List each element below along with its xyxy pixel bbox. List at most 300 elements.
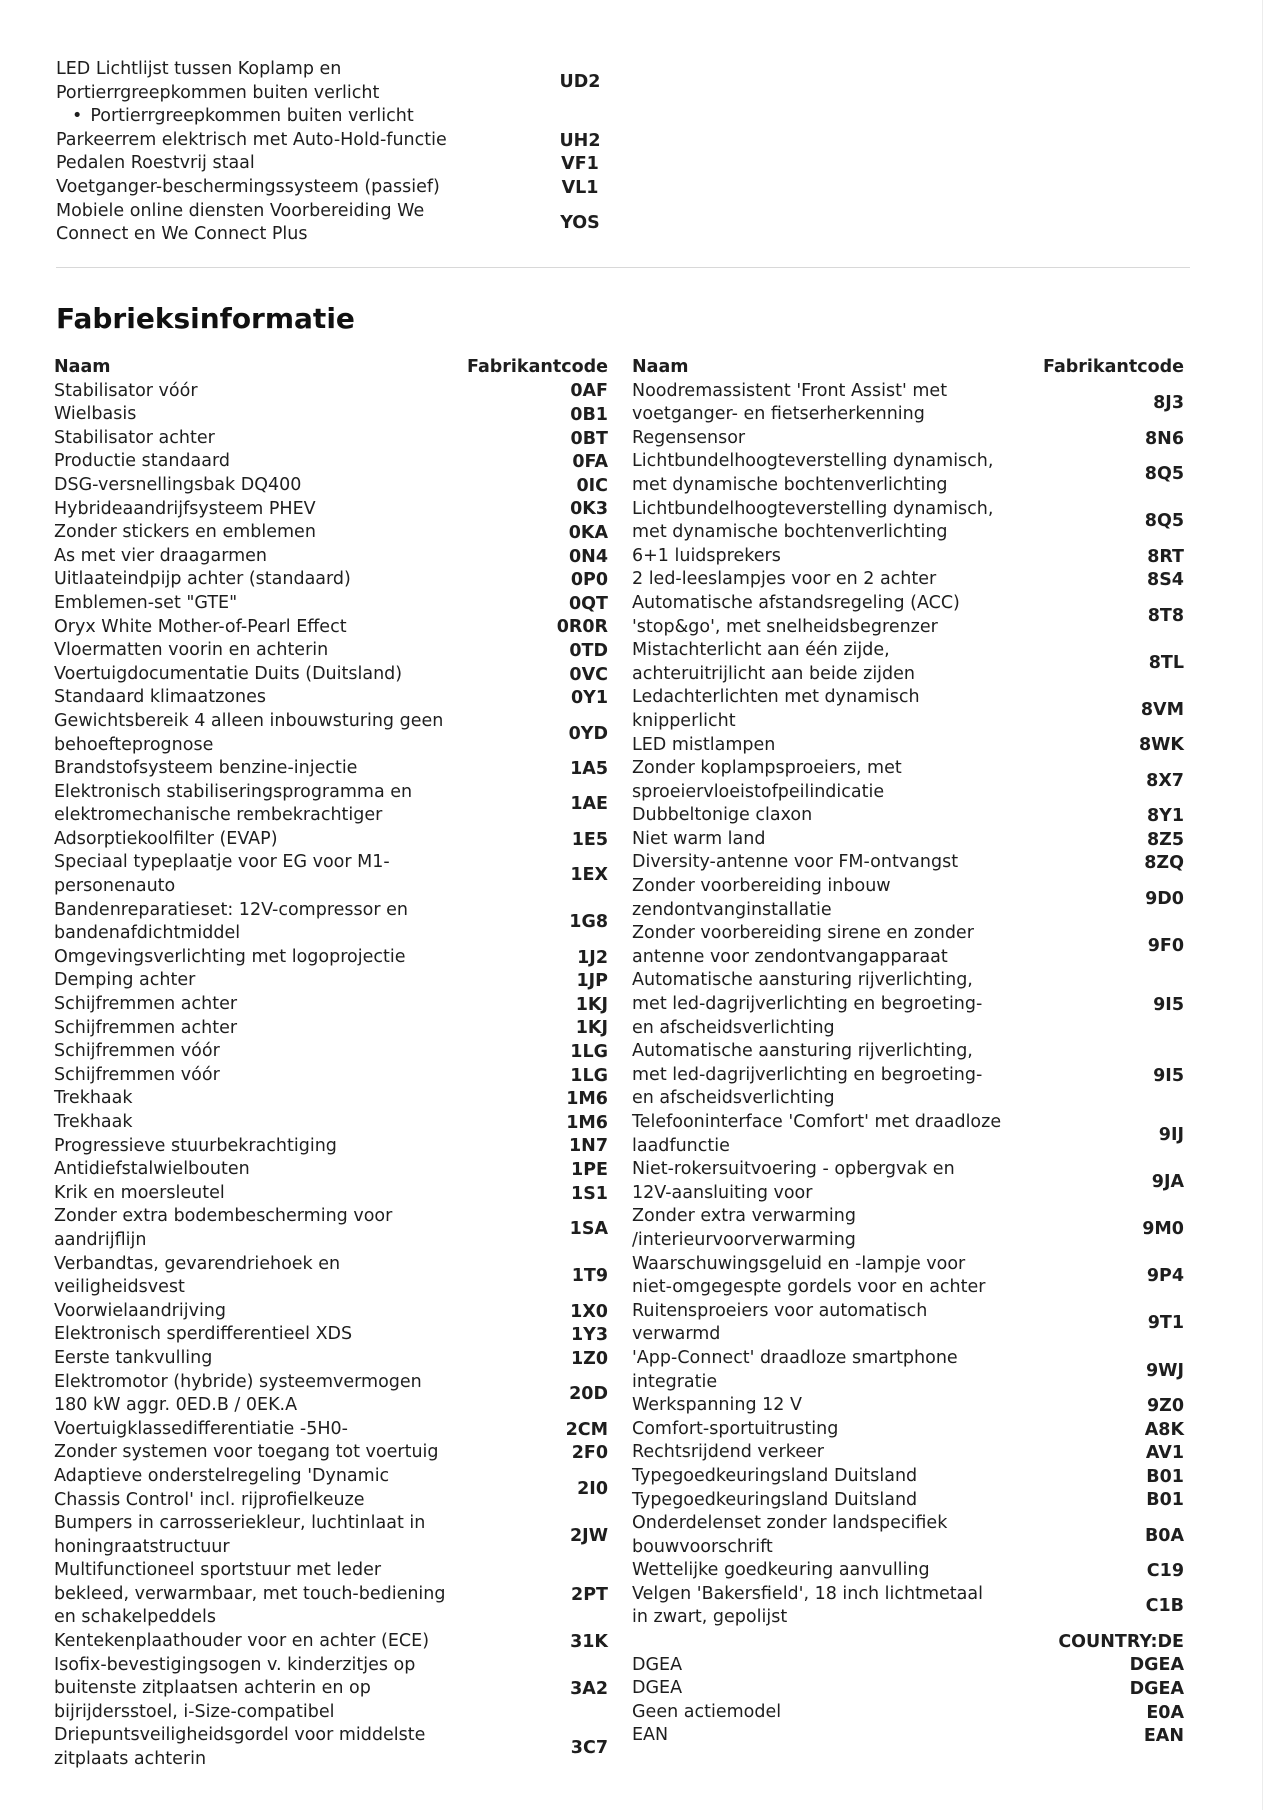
item-name-line: Voetganger-beschermingssysteem (passief) [56,176,440,197]
item-name-line: Progressieve stuurbekrachtiging [54,1135,337,1156]
item-name-line: Schijfremmen achter [54,994,238,1015]
table-row [54,450,608,474]
item-name-line: Parkeerrem elektrisch met Auto-Hold-functie [56,129,447,150]
item-name-line: Regensensor [632,427,746,448]
item-name-line: Eerste tankvulling [54,1347,213,1368]
item-name [54,1465,448,1512]
table-row [632,1205,1184,1252]
item-name-line: en afscheidsverlichting [632,1017,835,1038]
item-name-line: LED mistlampen [632,734,776,755]
item-name-line: Oryx White Mother-of-Pearl Effect [54,616,347,637]
item-name-line: achteruitrijlicht aan beide zijden [632,663,916,684]
item-name-line: met led-dagrijverlichting en begroeting- [632,1064,983,1085]
item-name-line: Ledachterlichten met dynamisch [632,687,920,708]
table-row [632,686,1184,733]
item-name [54,899,448,946]
item-name-line: LED Lichtlijst tussen Koplamp en [56,59,342,79]
table-row [54,1724,608,1771]
item-code: 20D [569,1384,608,1405]
table-row [632,1253,1184,1300]
item-name-line: Schijfremmen achter [54,1017,238,1038]
item-name-line: bandenafdichtmiddel [54,923,241,944]
item-code: 1M6 [566,1112,608,1133]
item-code: 9IJ [1158,1124,1184,1145]
item-code: 0Y1 [570,688,608,709]
table-row [632,1441,1184,1465]
item-name-line: buitenste zitplaatsen achterin en op [54,1678,371,1699]
table-column-left [54,356,608,1772]
header-code: Fabrikantcode [1043,357,1184,377]
item-name-line: integratie [632,1371,718,1392]
item-name-line: verwarmd [632,1324,721,1345]
item-name-line: Wettelijke goedkeuring aanvulling [632,1560,930,1581]
item-code: 9P4 [1146,1266,1184,1287]
item-name [54,427,448,451]
item-name [54,521,448,545]
table-row [632,1630,1184,1654]
table-row [54,1253,608,1300]
item-name-line: laadfunctie [632,1135,730,1156]
item-name [54,851,448,898]
table-row [632,568,1184,592]
item-code: COUNTRY:DE [1058,1631,1184,1652]
table-row [632,545,1184,569]
item-code: 8N6 [1145,428,1184,449]
table-rows-right [632,380,1184,1748]
item-name [632,1677,1044,1701]
table-row [632,1654,1184,1678]
item-name-line: Niet-rokersuitvoering - opbergvak en [632,1159,955,1180]
table-row [632,1111,1184,1158]
table-row [632,828,1184,852]
item-name-line: personenauto [54,876,176,897]
item-code: 2I0 [577,1478,608,1499]
item-name [56,200,544,247]
item-name [54,1630,448,1654]
section-heading: Fabrieksinformatie [56,302,355,335]
item-code: 1A5 [570,758,608,779]
table-row [632,1158,1184,1205]
table-row [54,686,608,710]
item-code: 3C7 [570,1738,608,1759]
table-row [56,105,616,129]
item-name [54,1135,448,1159]
item-code: 8T8 [1147,605,1184,626]
table-row [632,498,1184,545]
item-code: 0BT [570,428,608,449]
item-code: 1KJ [575,1018,608,1039]
table-row [54,1040,608,1064]
item-code: UH2 [559,130,601,151]
item-name-line: Vloermatten voorin en achterin [54,640,329,661]
table-row [632,734,1184,758]
item-name [632,427,1044,451]
item-name-line: Waarschuwingsgeluid en -lampje voor [632,1253,966,1274]
section-divider [56,267,1190,268]
item-name-line: 2 led-leeslampjes voor en 2 achter [632,569,937,590]
item-name [54,1300,448,1324]
item-name-line: Typegoedkeuringsland Duitsland [632,1489,918,1510]
item-name [54,1182,448,1206]
item-code: 0VC [569,664,608,685]
item-name [54,1158,448,1182]
table-header [632,356,1184,380]
table-row [632,1677,1184,1701]
table-row [54,1205,608,1252]
item-code: 8VM [1140,699,1184,720]
item-name [632,1441,1044,1465]
item-name-line: Stabilisator achter [54,427,215,448]
item-name-line: Pedalen Roestvrij staal [56,153,255,174]
item-name-line: Ruitensproeiers voor automatisch [632,1300,928,1321]
table-row [54,1465,608,1512]
item-name [54,1040,448,1064]
table-row [54,969,608,993]
table-row [56,58,616,105]
table-row [632,1465,1184,1489]
item-code: 1J2 [577,947,608,968]
item-name [56,129,544,153]
item-code: 0YD [568,723,608,744]
table-row [54,545,608,569]
item-name [632,1418,1044,1442]
item-name-line: Isofix-bevestigingsogen v. kinderzitjes op [54,1654,416,1675]
table-row [54,498,608,522]
item-name [632,804,1044,828]
item-name-line: Telefooninterface 'Comfort' met draadloze [632,1112,1002,1132]
item-name [632,1394,1044,1418]
item-code: VF1 [561,154,599,175]
table-row [632,1489,1184,1513]
item-name-line: Onderdelenset zonder landspecifiek [632,1513,948,1534]
item-name [54,1441,448,1465]
table-row [632,639,1184,686]
item-code: 1KJ [575,994,608,1015]
item-name-line: Schijfremmen vóór [54,1064,220,1085]
item-name-line: Hybrideaandrijfsysteem PHEV [54,498,316,519]
item-code: 9WJ [1146,1360,1184,1381]
item-name [632,1512,1044,1559]
item-code: 8Z5 [1146,829,1184,850]
item-name-line: met dynamische bochtenverlichting [632,522,948,543]
table-row [632,450,1184,497]
table-row [632,969,1184,1040]
table-row [632,1394,1184,1418]
item-code: 9T1 [1147,1313,1184,1334]
item-name-line: Rechtsrijdend verkeer [632,1442,824,1463]
table-row [54,1158,608,1182]
header-name: Naam [54,357,111,377]
item-code: 9I5 [1153,994,1184,1015]
item-name [632,450,1044,497]
item-name [54,1559,448,1630]
item-code: 2JW [570,1525,608,1546]
item-name-line: aandrijflijn [54,1229,147,1250]
item-name-line: Kentekenplaathouder voor en achter (ECE) [54,1631,430,1652]
item-code: 8J3 [1153,393,1184,414]
item-name-line: Voorwielaandrijving [54,1300,227,1321]
item-name [54,1205,448,1252]
item-name [632,498,1044,545]
item-name [54,450,448,474]
item-name-line: Zonder stickers en emblemen [54,522,316,543]
item-name-line: 12V-aansluiting voor [632,1182,813,1203]
item-code: 0N4 [569,546,608,567]
item-code: 0IC [576,475,608,496]
item-name [54,946,448,970]
item-name-line: zitplaats achterin [54,1749,207,1770]
item-name-line: Chassis Control' incl. rijprofielkeuze [54,1489,365,1510]
item-name-line: Portierrgreepkommen buiten verlicht [56,82,380,103]
item-name [54,498,448,522]
item-name-line: Trekhaak [54,1112,133,1132]
item-name [632,1253,1044,1300]
item-code: 1PE [571,1159,608,1180]
table-row [54,1654,608,1725]
item-name-line: As met vier draagarmen [54,545,268,566]
table-row [54,1300,608,1324]
item-name [632,1205,1044,1252]
table-row [54,946,608,970]
item-name-line: Schijfremmen vóór [54,1041,220,1062]
item-name-line: Zonder systemen voor toegang tot voertuig [54,1442,439,1463]
item-name [54,380,448,404]
item-name-line: Productie standaard [54,451,230,472]
table-row [54,1135,608,1159]
item-name-line: Speciaal typeplaatje voor EG voor M1- [54,852,390,873]
header-code: Fabrikantcode [467,357,608,377]
item-name-line: Zonder koplampsproeiers, met [632,758,902,779]
item-name-line: Zonder extra bodembescherming voor [54,1206,393,1227]
item-name [56,58,544,105]
table-row [54,1017,608,1041]
item-name [54,1111,448,1135]
item-name-line: honingraatstructuur [54,1536,230,1557]
item-name [54,1371,448,1418]
table-row [632,757,1184,804]
item-name [54,1418,448,1442]
item-code: 2PT [571,1584,608,1605]
item-code: 9Z0 [1146,1395,1184,1416]
table-row [632,1512,1184,1559]
item-name-line: Automatische aansturing rijverlichting, [632,1041,973,1062]
item-name [632,1465,1044,1489]
item-code: 1X0 [570,1301,608,1322]
item-code: 1N7 [569,1136,608,1157]
item-code: AV1 [1145,1443,1184,1464]
table-row [632,1583,1184,1630]
header-name: Naam [632,357,689,377]
item-name-line: Bumpers in carrosseriekleur, luchtinlaat in [54,1513,426,1534]
item-name-line: Elektromotor (hybride) systeemvermogen [54,1371,422,1392]
table-row [54,592,608,616]
item-code: B0A [1144,1525,1184,1546]
item-name [54,1347,448,1371]
item-code: UD2 [559,71,601,92]
item-name [632,1654,1044,1678]
item-code: E0A [1146,1702,1184,1723]
item-code: C1B [1145,1596,1184,1617]
item-name [632,1724,1044,1748]
item-name-line: bekleed, verwarmbaar, met touch-bediening [54,1583,446,1604]
item-code: 9M0 [1142,1218,1184,1239]
item-code: 0K3 [570,499,608,520]
item-name [54,757,448,781]
item-name-line: Bandenreparatieset: 12V-compressor en [54,899,408,920]
item-name-line: Elektronisch stabiliseringsprogramma en [54,781,413,802]
item-name-line: Stabilisator vóór [54,380,198,401]
item-name [632,875,1044,922]
item-name [54,828,448,852]
item-code: YOS [560,213,600,234]
item-name [54,1087,448,1111]
table-row [54,1630,608,1654]
item-name-line: bouwvoorschrift [632,1536,773,1557]
item-code: 1S1 [571,1183,608,1204]
table-row [54,1418,608,1442]
item-name [54,710,448,757]
table-header [54,356,608,380]
item-name [632,1347,1044,1394]
item-code: 8Q5 [1144,463,1184,484]
table-row [632,427,1184,451]
item-name-line: Dubbeltonige claxon [632,805,813,826]
item-code: 3A2 [570,1679,608,1700]
item-name [632,757,1044,804]
item-name-line: Brandstofsysteem benzine-injectie [54,758,358,779]
item-code: 1LG [570,1042,608,1063]
item-name-line: veiligheidsvest [54,1277,185,1298]
item-name-line: Gewichtsbereik 4 alleen inbouwsturing geen [54,710,444,731]
table-row [632,804,1184,828]
table-row [54,663,608,687]
item-name-line: 180 kW aggr. 0ED.B / 0EK.A [54,1395,298,1416]
table-row [54,1087,608,1111]
item-name-line: Werkspanning 12 V [632,1395,802,1416]
item-name-line: EAN [632,1725,669,1746]
item-code: 8X7 [1146,770,1184,791]
item-code: DGEA [1129,1655,1184,1676]
item-code: 0B1 [570,404,608,425]
item-code: DGEA [1129,1679,1184,1700]
item-name [632,568,1044,592]
item-name-line: zendontvanginstallatie [632,899,832,920]
item-code: 9D0 [1145,888,1184,909]
item-name [54,1724,448,1771]
table-row [54,380,608,404]
page-edge-line [1262,0,1263,1810]
item-name-line: behoefteprognose [54,734,214,755]
item-name-line: 'App-Connect' draadloze smartphone [632,1347,958,1368]
item-name [54,1512,448,1559]
item-name [54,1064,448,1088]
item-code: 0AF [570,381,608,402]
item-code: 8S4 [1147,570,1184,591]
item-name [54,781,448,828]
item-name [54,616,448,640]
item-name-line: Lichtbundelhoogteverstelling dynamisch, [632,498,994,519]
item-name [54,639,448,663]
item-name-line: Noodremassistent 'Front Assist' met [632,380,948,401]
item-name [632,1630,1044,1654]
item-name [632,592,1044,639]
item-code: 1LG [570,1065,608,1086]
item-name-line: Diversity-antenne voor FM-ontvangst [632,852,959,873]
item-code: EAN [1143,1726,1184,1747]
table-row [632,1040,1184,1111]
item-name [632,851,1044,875]
item-code: B01 [1146,1466,1184,1487]
item-code: 2F0 [571,1443,608,1464]
item-code: A8K [1144,1419,1184,1440]
table-row [632,1347,1184,1394]
item-name [632,1559,1044,1583]
item-name-line: Driepuntsveiligheidsgordel voor middelste [54,1725,426,1746]
item-name-line: Typegoedkeuringsland Duitsland [632,1465,918,1486]
item-name-line: Wielbasis [54,404,137,425]
table-row [54,403,608,427]
table-row [54,1441,608,1465]
table-row [54,639,608,663]
item-name [54,663,448,687]
item-name [632,1158,1044,1205]
item-name-line: /interieurvoorverwarming [632,1229,856,1250]
item-name-line: Zonder voorbereiding sirene en zonder [632,923,974,944]
item-name [54,1654,448,1725]
item-code: 9JA [1151,1171,1184,1192]
table-row [54,828,608,852]
item-name-line: 6+1 luidsprekers [632,545,781,566]
table-row [54,1512,608,1559]
item-code: 8Q5 [1144,511,1184,532]
item-name-line: DGEA [632,1678,683,1699]
item-code: 8ZQ [1144,853,1184,874]
item-name-line: Mistachterlicht aan één zijde, [632,640,890,661]
table-row [54,993,608,1017]
table-row [632,1418,1184,1442]
table-row [56,176,616,200]
item-name [56,176,544,200]
item-name [632,1300,1044,1347]
item-name-line: • Portierrgreepkommen buiten verlicht [56,105,544,129]
item-name-line: met led-dagrijverlichting en begroeting- [632,994,983,1015]
table-row [54,899,608,946]
item-name-line: DSG-versnellingsbak DQ400 [54,474,302,495]
item-name-line: Automatische aansturing rijverlichting, [632,970,973,991]
item-name-line: 'stop&go', met snelheidsbegrenzer [632,616,938,637]
item-name-line: Voertuigdocumentatie Duits (Duitsland) [54,663,403,684]
item-name [632,380,1044,427]
item-code: 0R0R [556,617,608,638]
item-code: 0P0 [570,570,608,591]
item-code: B01 [1146,1490,1184,1511]
item-name-line: Comfort-sportuitrusting [632,1418,839,1439]
table-row [54,1347,608,1371]
table-row [54,568,608,592]
item-name [632,1040,1044,1111]
item-name [56,105,544,129]
item-name [632,922,1044,969]
item-name [54,993,448,1017]
item-name-line: bijrijdersstoel, i-Size-compatibel [54,1701,335,1722]
item-code: VL1 [561,177,599,198]
item-code: 1T9 [571,1266,608,1287]
item-code: C19 [1146,1561,1184,1582]
item-code: 0FA [572,452,608,473]
item-name-line: Lichtbundelhoogteverstelling dynamisch, [632,451,994,472]
item-code: 0KA [568,522,608,543]
item-name [54,592,448,616]
